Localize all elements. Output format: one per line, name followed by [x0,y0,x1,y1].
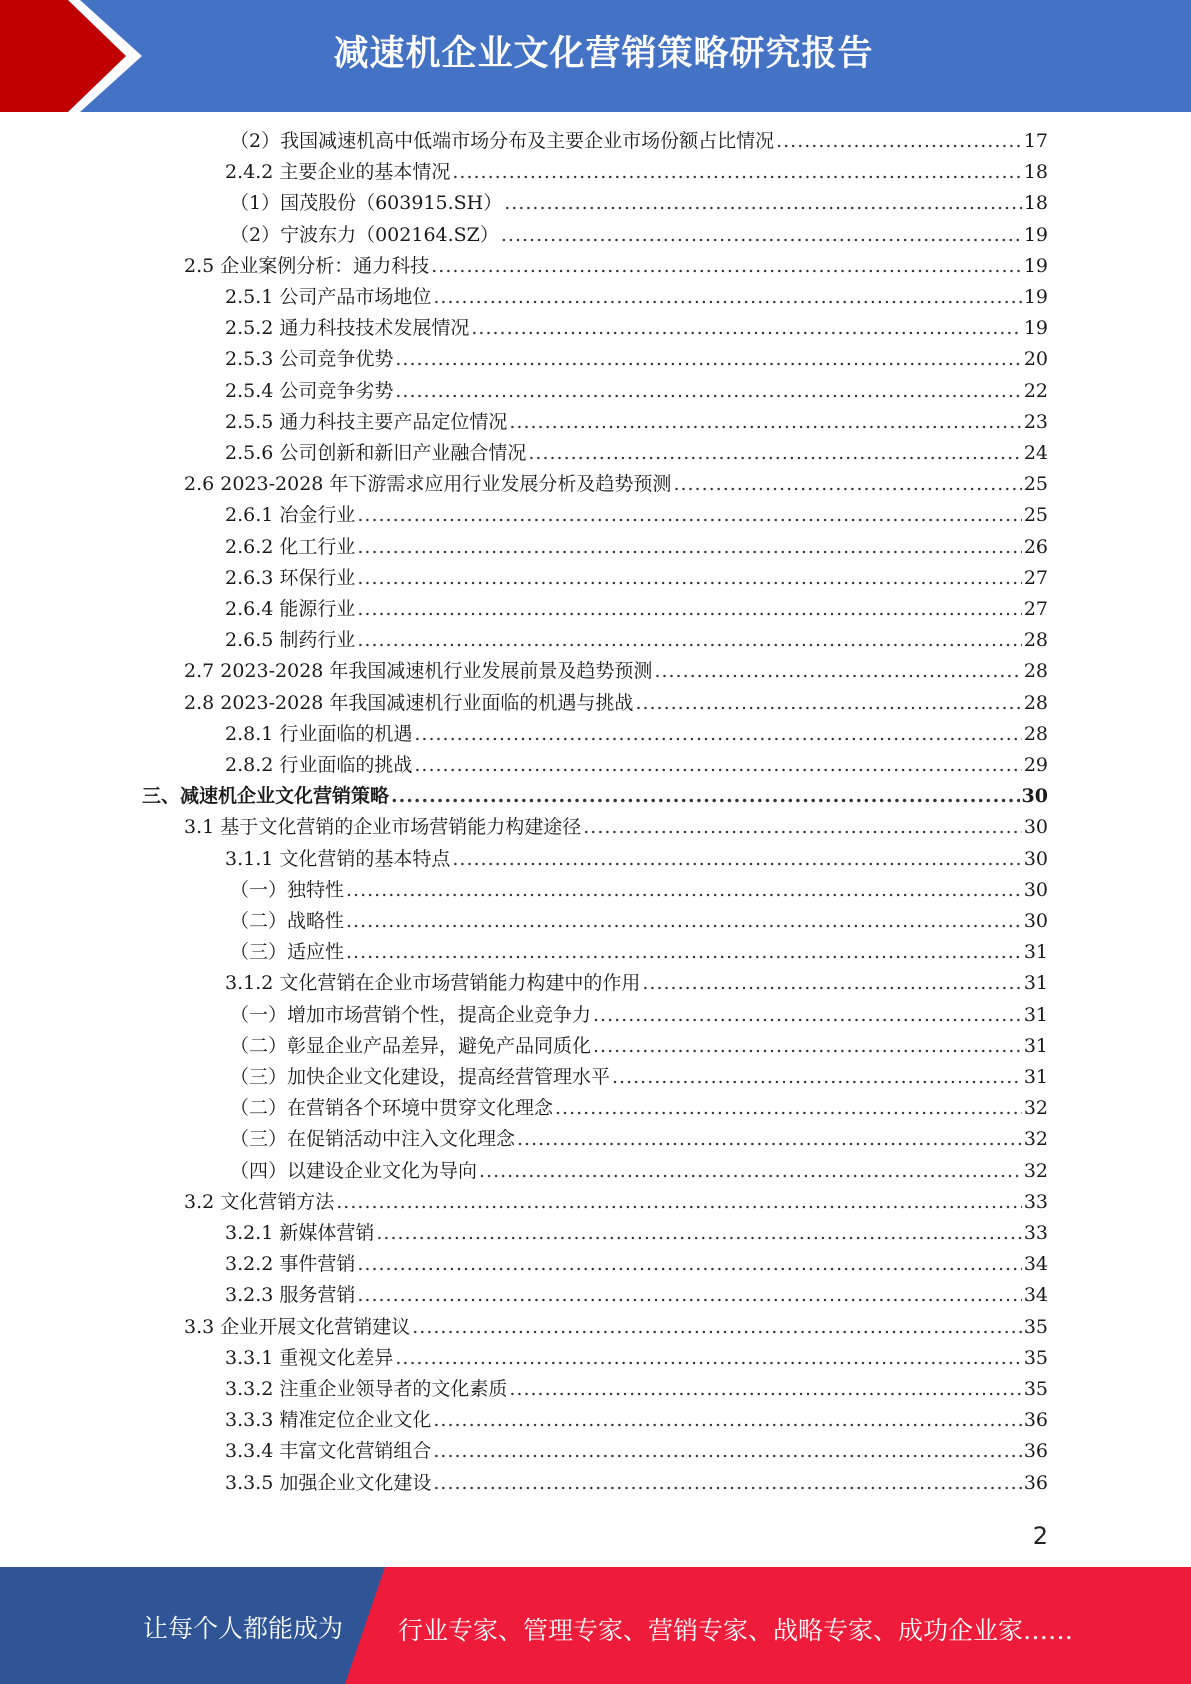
toc-leader-dots [395,344,1021,375]
toc-entry-label: 2.4.2 主要企业的基本情况 [225,161,451,184]
toc-entry[interactable] [225,157,1048,188]
toc-entry-label: 2.5.1 公司产品市场地位 [225,286,432,308]
toc-leader-dots [471,313,1021,344]
toc-entry-page: 28 [1023,660,1048,683]
toc-leader-dots [391,781,1020,812]
toc-entry-label: （三）加快企业文化建设，提高经营管理水平 [230,1066,611,1088]
page-header [0,0,1191,112]
toc-entry-label: 2.6.3 环保行业 [225,566,356,589]
toc-entry-label: 2.5.6 公司创新和新旧产业融合情况 [225,442,527,464]
toc-entry-label: （二）战略性 [230,910,345,932]
toc-entry-label: 3.2.3 服务营销 [225,1284,356,1307]
toc-entry-label: 3.3.2 注重企业领导者的文化素质 [225,1378,508,1400]
toc-entry-label: 2.8.2 行业面临的挑战 [225,754,413,776]
toc-entry-page: 17 [1023,130,1048,152]
toc-leader-dots [433,1436,1021,1467]
toc-entry-label: 三、减速机企业文化营销策略 [142,785,390,808]
toc-entry[interactable] [225,594,1048,625]
toc-leader-dots [517,1124,1022,1155]
toc-entry-label: （一）独特性 [230,878,345,901]
toc-entry[interactable] [184,656,1048,687]
toc-leader-dots [414,750,1021,781]
toc-entry-label: 3.2 文化营销方法 [184,1190,335,1213]
toc-entry-label: 2.8.1 行业面临的机遇 [225,722,413,745]
toc-entry-page: 18 [1023,161,1048,184]
toc-entry-label: 2.5.5 通力科技主要产品定位情况 [225,410,508,433]
toc-entry-page: 31 [1023,941,1048,964]
toc-entry-page: 28 [1023,629,1048,652]
toc-entry-label: 3.2.1 新媒体营销 [225,1222,375,1244]
toc-leader-dots [395,1343,1021,1374]
toc-entry-label: 2.8 2023-2028 年我国减速机行业面临的机遇与挑战 [184,691,634,714]
toc-entry[interactable] [184,469,1048,500]
toc-entry-page: 36 [1023,1471,1048,1494]
toc-entry[interactable] [225,1468,1048,1499]
toc-leader-dots [673,469,1021,500]
toc-entry-label: 3.3.3 精准定位企业文化 [225,1409,432,1432]
toc-entry-label: 3.3.4 丰富文化营销组合 [225,1440,432,1463]
toc-leader-dots [433,1468,1021,1499]
toc-entry-page: 28 [1023,722,1048,745]
toc-entry-page: 32 [1023,1159,1048,1182]
toc-entry[interactable] [225,719,1048,750]
toc-entry[interactable] [225,563,1048,594]
toc-leader-dots [593,1000,1022,1031]
toc-entry-label: 2.5.4 公司竞争劣势 [225,379,394,402]
toc-leader-dots [357,625,1021,656]
toc-leader-dots [357,563,1021,594]
toc-entry[interactable] [230,937,1048,968]
toc-entry[interactable] [225,313,1048,344]
toc-entry[interactable] [230,875,1048,906]
footer-slogan-right: 行业专家、管理专家、营销专家、战略专家、成功企业家…… [398,1616,1074,1645]
toc-entry-page: 30 [1023,847,1048,870]
toc-entry-page: 24 [1023,442,1048,464]
toc-entry-page: 33 [1023,1222,1048,1244]
toc-entry[interactable] [230,126,1048,157]
page-number: 2 [1032,1522,1048,1550]
toc-leader-dots [528,438,1021,469]
toc-entry-page: 36 [1023,1409,1048,1432]
toc-entry-page: 32 [1023,1097,1048,1120]
toc-entry-page: 25 [1023,473,1048,496]
toc-entry-page: 26 [1023,535,1048,558]
report-title: 减速机企业文化营销策略研究报告 [333,34,874,74]
toc-entry[interactable] [225,407,1048,438]
toc-leader-dots [593,1031,1022,1062]
toc-entry[interactable] [230,1000,1048,1031]
toc-entry-page: 30 [1023,878,1048,901]
toc-leader-dots [654,656,1021,687]
toc-entry[interactable] [225,282,1048,313]
toc-entry-page: 31 [1023,1066,1048,1088]
toc-entry-page: 31 [1023,1034,1048,1057]
toc-entry-label: 3.2.2 事件营销 [225,1253,356,1276]
toc-entry[interactable] [230,1093,1048,1124]
toc-entry[interactable] [184,812,1048,843]
toc-entry-page: 19 [1023,223,1048,246]
toc-entry-page: 30 [1023,816,1048,839]
toc-entry[interactable] [225,1218,1048,1249]
toc-entry-label: （二）彰显企业产品差异，避免产品同质化 [230,1034,592,1057]
toc-entry[interactable] [225,376,1048,407]
toc-entry[interactable] [225,438,1048,469]
toc-entry-label: 3.3 企业开展文化营销建议 [184,1315,411,1338]
toc-entry[interactable] [225,1436,1048,1467]
toc-entry-page: 27 [1023,566,1048,589]
toc-entry-label: （三）在促销活动中注入文化理念 [230,1128,516,1151]
toc-entry-label: （三）适应性 [230,941,345,964]
toc-entry-page: 19 [1023,286,1048,308]
toc-entry-page: 34 [1023,1284,1048,1307]
toc-leader-dots [395,376,1021,407]
toc-entry[interactable] [225,625,1048,656]
toc-entry-page: 32 [1023,1128,1048,1151]
toc-leader-dots [414,719,1021,750]
toc-entry-page: 35 [1023,1378,1048,1400]
toc-entry-page: 36 [1023,1440,1048,1463]
toc-entry-page: 19 [1023,254,1048,277]
toc-entry[interactable] [230,220,1048,251]
toc-entry[interactable] [230,1062,1048,1093]
toc-entry[interactable] [230,1156,1048,1187]
toc-entry[interactable] [225,532,1048,563]
toc-entry[interactable] [225,750,1048,781]
toc-leader-dots [412,1312,1022,1343]
toc-leader-dots [346,875,1022,906]
toc-entry-label: 2.6.5 制药行业 [225,629,356,652]
toc-entry-page: 22 [1023,379,1048,402]
toc-entry[interactable] [225,1405,1048,1436]
toc-entry-label: 2.5.3 公司竞争优势 [225,348,394,371]
toc-leader-dots [357,500,1021,531]
toc-entry-page: 31 [1023,972,1048,995]
page-footer [0,1567,1191,1684]
toc-entry-page: 33 [1023,1190,1048,1213]
toc-entry[interactable] [184,1187,1048,1218]
toc-leader-dots [509,407,1021,438]
toc-entry[interactable] [230,1124,1048,1155]
toc-entry[interactable] [225,1343,1048,1374]
toc-entry-page: 27 [1023,598,1048,620]
toc-entry-page: 18 [1023,192,1048,215]
toc-entry-label: 3.3.1 重视文化差异 [225,1346,394,1369]
toc-leader-dots [357,594,1021,625]
footer-slogan-left: 让每个人都能成为 [143,1614,344,1643]
toc-entry-page: 19 [1023,317,1048,340]
toc-entry-page: 23 [1023,410,1048,433]
toc-entry-label: （2）宁波东力（002164.SZ） [230,223,499,246]
toc-entry[interactable] [225,1249,1048,1280]
toc-entry[interactable] [230,906,1048,937]
toc-leader-dots [357,1249,1021,1280]
toc-entry-label: （二）在营销各个环境中贯穿文化理念 [230,1097,554,1120]
toc-entry[interactable] [142,781,1048,812]
toc-entry[interactable] [225,344,1048,375]
toc-leader-dots [642,968,1021,999]
toc-leader-dots [431,251,1022,282]
toc-entry-label: 3.1 基于文化营销的企业市场营销能力构建途径 [184,816,582,839]
toc-leader-dots [452,844,1021,875]
toc-entry-label: 2.6.2 化工行业 [225,535,356,558]
toc-leader-dots [346,937,1022,968]
toc-entry[interactable] [184,1312,1048,1343]
toc-entry-page: 25 [1023,504,1048,527]
toc-entry-label: 2.6.4 能源行业 [225,598,356,620]
toc-entry-page: 31 [1023,1003,1048,1026]
toc-entry-label: 2.5 企业案例分析：通力科技 [184,254,430,277]
toc-leader-dots [509,1374,1021,1405]
toc-entry-page: 34 [1023,1253,1048,1276]
toc-leader-dots [433,282,1021,313]
toc-entry-label: 3.1.2 文化营销在企业市场营销能力构建中的作用 [225,972,641,995]
toc-entry-page: 29 [1023,754,1048,776]
toc-leader-dots [357,1280,1021,1311]
toc-leader-dots [501,220,1022,251]
toc-entry-page: 35 [1023,1346,1048,1369]
toc-entry-label: 2.6.1 冶金行业 [225,504,356,527]
toc-entry[interactable] [225,968,1048,999]
toc-entry-label: （1）国茂股份（603915.SH） [230,192,503,215]
toc-entry-label: 3.3.5 加强企业文化建设 [225,1471,432,1494]
toc-entry-label: （2）我国减速机高中低端市场分布及主要企业市场份额占比情况 [230,130,775,152]
toc-entry[interactable] [230,188,1048,219]
toc-leader-dots [776,126,1022,157]
toc-leader-dots [583,812,1022,843]
toc-entry[interactable] [225,500,1048,531]
toc-leader-dots [376,1218,1021,1249]
toc-leader-dots [433,1405,1021,1436]
toc-leader-dots [346,906,1022,937]
toc-entry[interactable] [230,1031,1048,1062]
toc-entry-page: 20 [1023,348,1048,371]
toc-entry-label: 2.6 2023-2028 年下游需求应用行业发展分析及趋势预测 [184,473,672,496]
toc-leader-dots [452,157,1021,188]
toc-leader-dots [504,188,1022,219]
toc-entry-page: 35 [1023,1315,1048,1338]
toc-entry-page: 30 [1021,785,1048,808]
toc-entry-label: 2.5.2 通力科技技术发展情况 [225,317,470,340]
toc-leader-dots [357,532,1021,563]
toc-entry[interactable] [184,251,1048,282]
toc-leader-dots [336,1187,1022,1218]
toc-entry[interactable] [225,1374,1048,1405]
toc-entry-page: 28 [1023,691,1048,714]
toc-leader-dots [635,688,1021,719]
toc-entry-label: （一）增加市场营销个性，提高企业竞争力 [230,1003,592,1026]
toc-entry[interactable] [225,1280,1048,1311]
toc-entry-label: （四）以建设企业文化为导向 [230,1159,478,1182]
toc-entry[interactable] [225,844,1048,875]
toc-entry-page: 30 [1023,910,1048,932]
toc-entry-label: 2.7 2023-2028 年我国减速机行业发展前景及趋势预测 [184,660,653,683]
toc-leader-dots [612,1062,1022,1093]
toc-entry-label: 3.1.1 文化营销的基本特点 [225,847,451,870]
toc-leader-dots [479,1156,1022,1187]
toc-leader-dots [555,1093,1022,1124]
toc-entry[interactable] [184,688,1048,719]
